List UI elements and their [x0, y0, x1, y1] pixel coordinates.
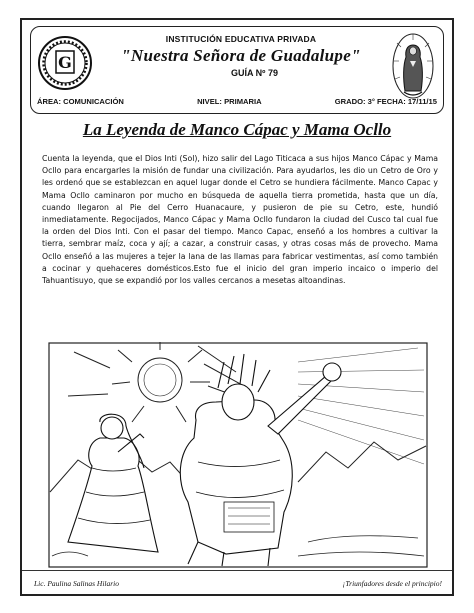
school-name: "Nuestra Señora de Guadalupe" — [121, 46, 361, 65]
level-field: NIVEL: PRIMARIA — [197, 97, 262, 106]
institution-label: INSTITUCIÓN EDUCATIVA PRIVADA — [165, 34, 317, 44]
worksheet-page — [20, 18, 454, 596]
story-paragraph: Cuenta la leyenda, que el Dios Inti (Sol), hizo salir del Lago Titicaca a sus hijos Manco Cápac y Mama Ocllo para encargarles la misión de fundar una civilización. Para ayudarlos, les dio un Cetro de Oro y les ordenó que se establezcan en aquel lugar donde el Cetro se hundiera fácilmente. Manco Capac y Mama Ocllo caminaron por mucho en búsqueda de aquella tierra prometida, hasta que un día, cuando llegaron al Pie del Cerro Huanacaure, y pusieron de pie su Cetro, este, hundió inmediatamente. Regocijados, Manco Cápac y Mama Ocllo fundaron la ciudad del Cusco tal cual fue la orden del Dios Inti. Con el pasar del tiempo. Manco Capac, enseñó a los hombres a cultivar la tierra, sembrar maíz, coca y ají; a cazar, a construir casas, y otras cosas más de provecho. Mama Ocllo enseñó a las mujeres a tejer la lana de las llamas para fabricar vestimentas, así como también a cocinar y quehaceres domésticos.Esto fue el inicio del gran imperio incaico o imperio del Tahuantisuyo, que se expandió por los valles cercanos a mesetas altoandinas. — [42, 154, 438, 286]
svg-text:G: G — [58, 53, 72, 72]
guide-number: GUÍA Nº 79 — [231, 68, 278, 78]
footer — [22, 570, 452, 596]
grade-date-field: GRADO: 3° FECHA: 17/11/15 — [334, 97, 437, 106]
virgin-of-guadalupe-icon — [389, 31, 437, 101]
page-title: La Leyenda de Manco Cápac y Mama Ocllo — [82, 120, 392, 139]
manco-capac-mama-ocllo-drawing — [48, 342, 428, 568]
motto-text: ¡Triunfadores desde el principio! — [342, 579, 442, 588]
info-row — [37, 97, 437, 106]
header-block — [30, 26, 444, 114]
author-name: Lic. Paulina Salinas Hilario — [34, 579, 120, 588]
school-crest-icon — [37, 35, 93, 91]
area-field: ÁREA: COMUNICACIÓN — [37, 97, 124, 106]
